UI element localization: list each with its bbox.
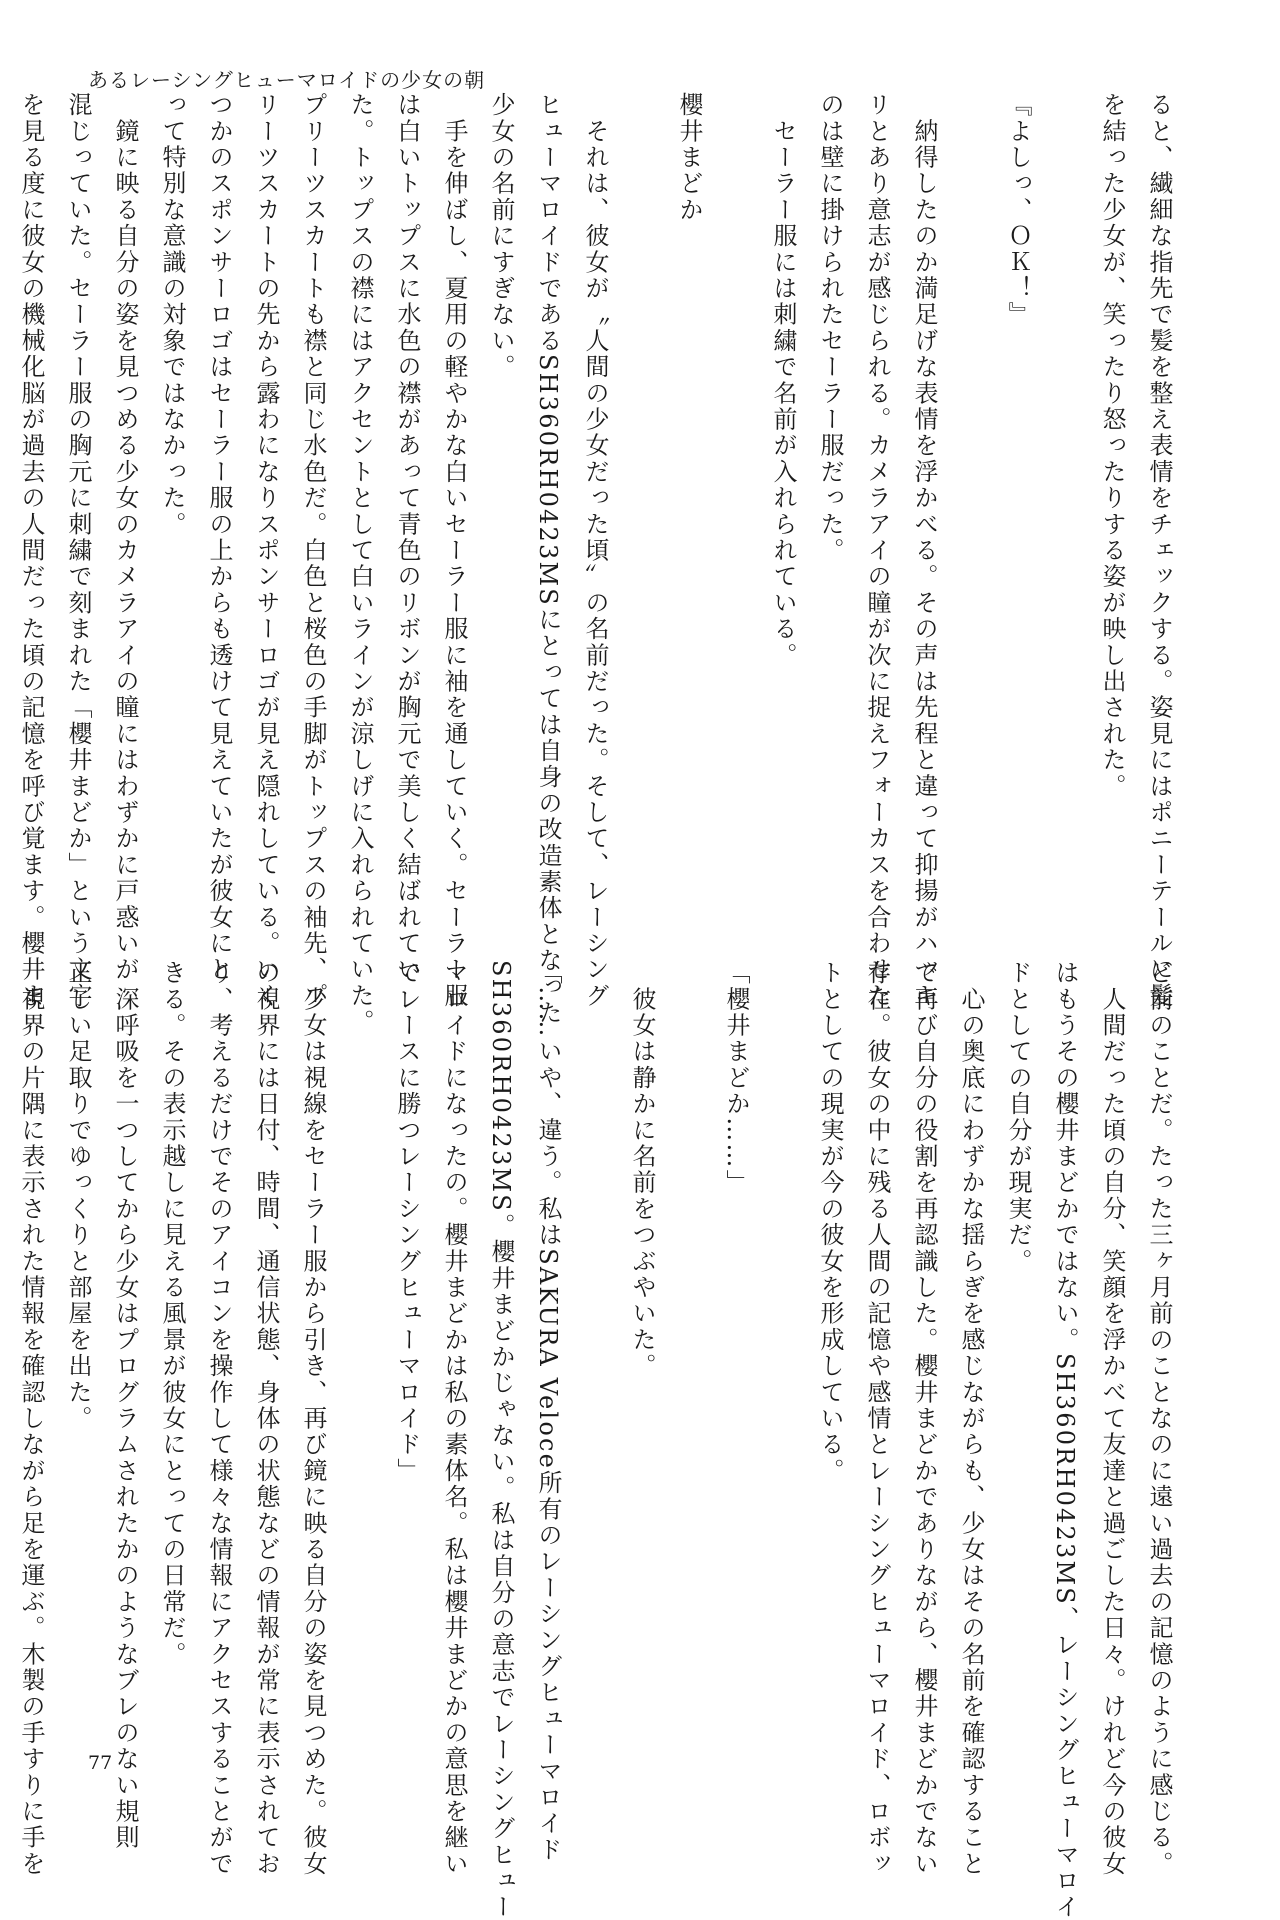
text-column: ヒューマロイドであるSH360RH0423MSにとっては自身の改造素体となった xyxy=(534,92,562,1027)
text-column: はもうその櫻井まどかではない。SH360RH0423MS、レーシングヒューマロイ xyxy=(1051,960,1079,1920)
text-column: SH360RH0423MS。櫻井まどかじゃない。私は自分の意志でレーシングヒュー xyxy=(487,960,515,1920)
text-column: つかのスポンサーロゴはセーラー服の上からも透けて見えていたが彼女にと xyxy=(205,92,233,983)
text-column: た。トップスの襟にはアクセントとして白いラインが涼しげに入れられていた。 xyxy=(346,92,374,1036)
text-column: リとあり意志が感じられる。カメラアイの瞳が次に捉えフォーカスを合わせた xyxy=(863,92,891,1009)
text-column xyxy=(0,960,7,1740)
text-column: は白いトップスに水色の襟があって青色のリボンが胸元で美しく結ばれてい xyxy=(393,92,421,983)
text-column: 『よしっ、ＯＫ！』 xyxy=(1004,92,1032,328)
text-column: ど前のことだ。たった三ヶ月前のことなのに遠い過去の記憶のように感じる。 xyxy=(1145,960,1173,1877)
text-column: プリーツスカートも襟と同じ水色だ。白色と桜色の手脚がトップスの袖先、プ xyxy=(299,92,327,1009)
text-column: 少女は視線をセーラー服から引き、再び鏡に映る自分の姿を見つめた。彼女 xyxy=(299,960,327,1877)
text-column: 混じっていた。セーラー服の胸元に刺繍で刻まれた「櫻井まどか」という文字 xyxy=(64,92,92,1009)
text-column: を見る度に彼女の機械化脳が過去の人間だった頃の記憶を呼び覚ます。櫻井ま xyxy=(17,92,45,1010)
text-column: マロイドになったの。櫻井まどかは私の素体名。私は櫻井まどかの意思を継い xyxy=(440,960,468,1877)
text-column: の視界には日付、時間、通信状態、身体の状態などの情報が常に表示されてお xyxy=(252,960,280,1877)
text-column: 納得したのか満足げな表情を浮かべる。その声は先程と違って抑揚がハッキ xyxy=(910,92,938,1010)
text-column: セーラー服には刺繍で名前が入れられている。 xyxy=(769,92,797,669)
text-column xyxy=(618,92,665,892)
page-number: 77 xyxy=(88,1752,113,1774)
text-column: トとしての現実が今の彼女を形成している。 xyxy=(816,960,844,1484)
text-column xyxy=(712,92,759,892)
text-column: ると、繊細な指先で髪を整え表情をチェックする。姿見にはポニーテールに髪 xyxy=(1145,92,1173,1009)
text-column: り、考えるだけでそのアイコンを操作して様々な情報にアクセスすることがで xyxy=(205,960,233,1877)
text-column: 視界の片隅に表示された情報を確認しながら足を運ぶ。木製の手すりに手を xyxy=(17,960,45,1877)
text-column: 存在。彼女の中に残る人間の記憶や感情とレーシングヒューマロイド、ロボッ xyxy=(863,960,891,1877)
text-column: 彼女は静かに名前をつぶやいた。 xyxy=(628,960,656,1380)
text-column xyxy=(665,960,712,1740)
text-column: 「……いや、違う。私はSAKURA Veloce所有のレーシングヒューマロイド xyxy=(534,960,562,1864)
text-column: ドとしての自分が現実だ。 xyxy=(1004,960,1032,1275)
text-column: 正しい足取りでゆっくりと部屋を出た。 xyxy=(64,960,92,1432)
text-column: 少女の名前にすぎない。 xyxy=(487,92,515,381)
text-column: 深呼吸を一つしてから少女はプログラムされたかのようなブレのない規則 xyxy=(111,960,139,1851)
text-column: 「櫻井まどか……」 xyxy=(722,960,750,1196)
text-column: 櫻井まどか xyxy=(675,92,703,223)
text-block-upper xyxy=(0,92,1182,1036)
text-column xyxy=(947,92,994,892)
text-column: のは壁に掛けられたセーラー服だった。 xyxy=(816,92,844,564)
text-column: って特別な意識の対象ではなかった。 xyxy=(158,92,186,538)
text-column: 心の奥底にわずかな揺らぎを感じながらも、少女はその名前を確認すること xyxy=(957,960,985,1877)
text-column: で再び自分の役割を再認識した。櫻井まどかでありながら、櫻井まどかでない xyxy=(910,960,938,1877)
text-column: でレースに勝つレーシングヒューマロイド」 xyxy=(393,960,421,1484)
text-column xyxy=(571,960,618,1740)
text-column: それは、彼女が〝人間の少女だった頃〟の名前だった。そして、レーシング xyxy=(581,92,609,1009)
text-column xyxy=(0,92,7,892)
running-header: あるレーシングヒューマロイドの少女の朝 xyxy=(88,68,486,92)
text-column: リーツスカートの先から露わになりスポンサーロゴが見え隠れしている。いく xyxy=(252,92,280,1009)
text-column xyxy=(759,960,806,1740)
text-column: を結った少女が、笑ったり怒ったりする姿が映し出された。 xyxy=(1098,92,1126,800)
text-column: きる。その表示越しに見える風景が彼女にとっての日常だ。 xyxy=(158,960,186,1668)
text-column: 鏡に映る自分の姿を見つめる少女のカメラアイの瞳にはわずかに戸惑いが xyxy=(111,92,139,983)
text-column: 人間だった頃の自分、笑顔を浮かべて友達と過ごした日々。けれど今の彼女 xyxy=(1098,960,1126,1877)
text-column: 手を伸ばし、夏用の軽やかな白いセーラー服に袖を通していく。セーラー服 xyxy=(440,92,468,1009)
text-column xyxy=(336,960,383,1740)
text-column xyxy=(1041,92,1088,892)
